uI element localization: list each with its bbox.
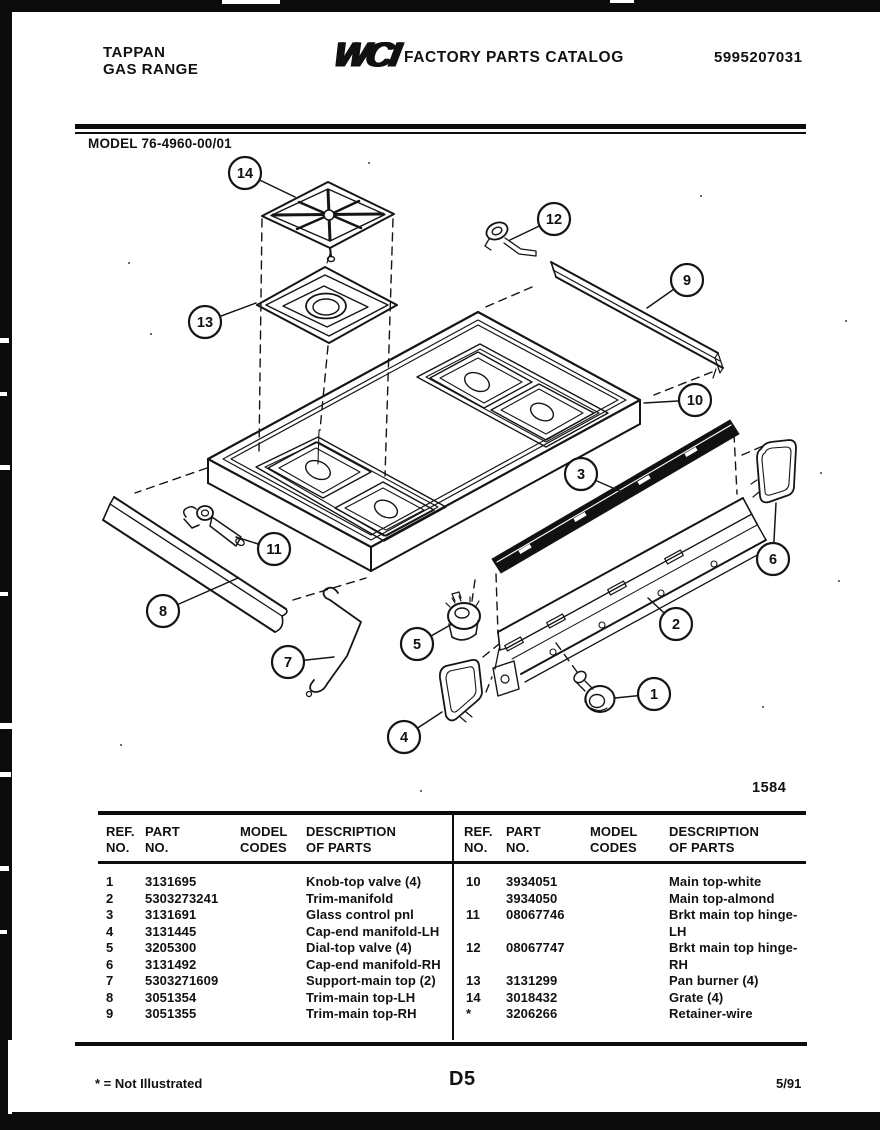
callout-8	[147, 578, 238, 627]
cell-part: 3934051	[506, 874, 558, 889]
callout-13	[189, 303, 256, 338]
table-row	[98, 973, 446, 990]
callout-7	[272, 646, 334, 678]
cell-ref: 2	[106, 890, 114, 906]
cell-desc: Cap-end manifold-RH	[306, 956, 441, 972]
exploded-parts-diagram	[75, 155, 815, 805]
table-row	[98, 891, 446, 908]
part-trim-main-top-lh	[103, 497, 287, 632]
callout-4	[388, 712, 442, 753]
cell-ref: 7	[106, 973, 114, 988]
table-row	[98, 940, 446, 957]
scan-edge-bottom	[0, 1112, 880, 1130]
cell-part: 08067746	[506, 907, 565, 922]
callout-number: 3	[576, 467, 586, 483]
callout-number: 10	[686, 393, 704, 409]
callout-number: 2	[671, 617, 681, 633]
table-row	[98, 924, 446, 941]
table-row	[98, 907, 446, 924]
table-row	[98, 957, 446, 974]
cell-part: 3018432	[506, 989, 558, 1005]
callout-number: 14	[236, 166, 254, 182]
cell-desc: Trim-main top-RH	[306, 1006, 417, 1021]
cell-ref: 3	[106, 907, 114, 922]
cell-desc: Brkt main top hinge-	[669, 907, 798, 922]
table-row	[98, 990, 446, 1007]
header-rule-thick	[75, 124, 806, 129]
cell-ref: 4	[106, 923, 114, 939]
part-hinge-bracket-lh	[184, 506, 246, 547]
cell-part: 3205300	[145, 940, 197, 955]
cell-desc: RH	[669, 956, 688, 972]
brand-product-line: GAS RANGE	[103, 61, 199, 78]
col-header-ref: REF. NO.	[106, 824, 135, 855]
callout-5	[401, 624, 452, 660]
part-pan-burner	[257, 267, 397, 343]
footer-rule	[75, 1042, 807, 1046]
cell-desc: Trim-manifold	[306, 890, 394, 906]
cell-part: 3131492	[145, 956, 197, 972]
table-row	[458, 957, 806, 974]
callout-9	[647, 264, 703, 308]
part-grate	[262, 182, 394, 262]
cell-desc: Pan burner (4)	[669, 973, 759, 988]
callout-number: 4	[399, 730, 409, 746]
part-cap-end-manifold-lh	[440, 660, 482, 722]
cell-part: 3206266	[506, 1006, 558, 1021]
cell-part: 3131695	[145, 874, 197, 889]
part-knob-top-valve	[572, 669, 615, 712]
table-row	[458, 1006, 806, 1023]
cell-part: 5303273241	[145, 890, 219, 906]
part-trim-manifold	[493, 498, 770, 696]
callout-1	[615, 678, 670, 710]
part-support-wire	[307, 588, 362, 697]
cell-part: 3934050	[506, 890, 558, 906]
catalog-title: FACTORY PARTS CATALOG	[404, 49, 624, 66]
cell-part: 08067747	[506, 940, 565, 955]
col-header-model: MODEL CODES	[240, 824, 288, 855]
part-cap-end-manifold-rh	[751, 440, 796, 502]
callout-number: 1	[649, 687, 659, 703]
cell-part: 3131299	[506, 973, 558, 988]
table-row	[458, 924, 806, 941]
col-header-desc: DESCRIPTION OF PARTS	[306, 824, 396, 855]
cell-part: 3051354	[145, 989, 197, 1005]
page-code: D5	[449, 1068, 476, 1090]
cell-desc: Retainer-wire	[669, 1006, 753, 1021]
table-row	[458, 973, 806, 990]
cell-desc: Cap-end manifold-LH	[306, 923, 440, 939]
cell-part: 3051355	[145, 1006, 197, 1021]
table-row	[458, 990, 806, 1007]
table-row	[458, 891, 806, 908]
scan-edge-top	[0, 0, 880, 12]
table-row	[98, 1006, 446, 1023]
cell-desc: Main top-almond	[669, 890, 775, 906]
col-header-model: MODEL CODES	[590, 824, 638, 855]
callout-2	[648, 598, 692, 640]
cell-ref: 9	[106, 1006, 114, 1021]
callout-number: 13	[196, 315, 214, 331]
table-row	[458, 907, 806, 924]
cell-part: 3131691	[145, 907, 197, 922]
part-hinge-bracket-rh	[484, 219, 536, 256]
cell-part: 5303271609	[145, 973, 219, 988]
callout-3	[565, 458, 622, 492]
part-dial-top-valve	[446, 592, 480, 640]
part-glass-control-panel	[492, 420, 739, 573]
figure-number: 1584	[752, 780, 787, 796]
cell-desc: Grate (4)	[669, 989, 724, 1005]
callout-number: 8	[158, 604, 168, 620]
callout-number: 7	[283, 655, 293, 671]
scan-edge-left	[0, 0, 12, 1114]
cell-ref: *	[466, 1006, 472, 1021]
publication-number: 5995207031	[714, 49, 803, 66]
col-header-part: PART NO.	[506, 824, 541, 855]
cell-ref: 12	[466, 940, 481, 955]
cell-ref: 11	[466, 907, 480, 922]
cell-desc: Trim-main top-LH	[306, 989, 416, 1005]
callout-number: 5	[412, 637, 422, 653]
header-rule-thin	[75, 132, 806, 134]
not-illustrated-note: * = Not Illustrated	[95, 1076, 203, 1091]
callout-6	[757, 503, 789, 575]
cell-desc: Knob-top valve (4)	[306, 874, 422, 889]
projection-solid-ticks	[318, 251, 331, 464]
callout-11	[236, 533, 290, 565]
callout-14	[229, 157, 295, 197]
callout-number: 9	[682, 273, 692, 289]
col-header-part: PART NO.	[145, 824, 180, 855]
col-header-desc: DESCRIPTION OF PARTS	[669, 824, 759, 855]
cell-desc: Brkt main top hinge-	[669, 940, 798, 955]
table-divider	[452, 811, 454, 1040]
cell-ref: 13	[466, 973, 481, 988]
cell-ref: 10	[466, 874, 481, 889]
cell-part: 3131445	[145, 923, 197, 939]
col-header-ref: REF. NO.	[464, 824, 493, 855]
cell-desc: Dial-top valve (4)	[306, 940, 412, 955]
cell-desc: Support-main top (2)	[306, 973, 436, 988]
table-row	[98, 874, 446, 891]
callout-10	[644, 384, 711, 416]
cell-desc: LH	[669, 923, 687, 939]
table-row	[458, 940, 806, 957]
table-row	[458, 874, 806, 891]
revision-date: 5/91	[776, 1076, 802, 1091]
callout-number: 12	[545, 212, 563, 228]
cell-ref: 8	[106, 989, 114, 1005]
cell-ref: 1	[106, 874, 114, 889]
cell-desc: Glass control pnl	[306, 907, 414, 922]
brand-name: TAPPAN	[103, 44, 166, 61]
cell-desc: Main top-white	[669, 874, 762, 889]
cell-ref: 14	[466, 989, 481, 1005]
model-number-line: MODEL 76-4960-00/01	[88, 136, 232, 151]
cell-ref: 6	[106, 956, 114, 972]
cell-ref: 5	[106, 940, 114, 955]
callout-number: 6	[768, 552, 778, 568]
wci-logo: WCI	[330, 35, 401, 74]
callout-number: 11	[266, 542, 282, 558]
callout-12	[510, 203, 570, 240]
